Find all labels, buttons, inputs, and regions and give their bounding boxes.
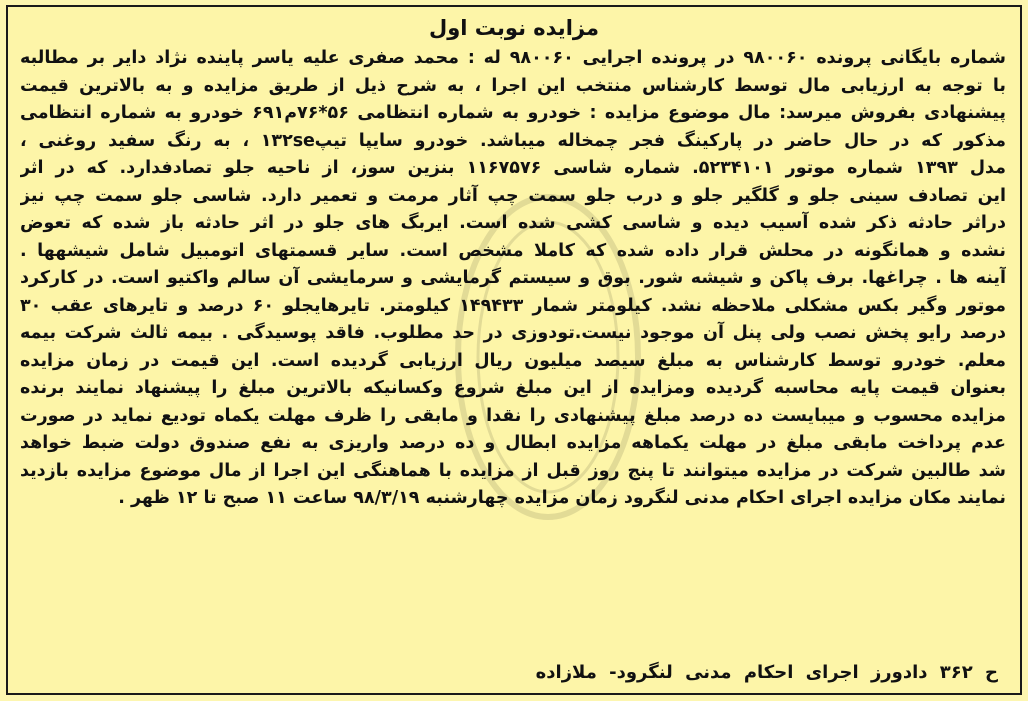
notice-line: درصد رایو پخش نصب ولی پنل آن موجود نیست.تودوزی در حد مطلوب. فاقد پوسیدگی . بیمه ثالث شرکت بیمه [20,323,1006,343]
notice-line: نشده و همانگونه در محلش قرار داده شده که کاملا مشخص است. سایر قسمتهای اتومبیل شامل شیشهها . [20,240,1006,261]
notice-line: موتور وگیر بکس مشکلی ملاحظه نشد. کیلومتر شمار ۱۴۹۴۳۳ کیلومتر. تایرهایجلو ۶۰ درصد و تایرهای عقب ۳۰ [20,295,1006,316]
notice-line: آینه ها . چراغها. برف پاکن و شیشه شور. بوق و سیستم گرمایشی و سرمایشی آن سالم واکتیو است. در کارکرد [20,268,1006,288]
notice-line: مذکور که در حال حاضر در پارکینگ فجر چمخاله میباشد. خودرو سایپا تیپ۱۳۲se ، به رنگ سفید روغنی ، [20,130,1006,151]
notice-title: مزایده نوبت اول [429,16,599,40]
notice-line: با توجه به ارزیابی مال توسط کارشناس منتخب این اجرا ، به شرح ذیل از طریق مزایده و به بالاترین قیمت [20,75,1006,96]
notice-body [20,45,1006,513]
notice-line: مدل ۱۳۹۳ شماره موتور ۵۲۳۴۱۰۱. شماره شاسی ۱۱۶۷۵۷۶ بنزین سوز، از ناحیه جلو تصادفدارد. که در اثر [20,158,1006,178]
auction-notice [6,5,1022,695]
notice-line: دراثر حادثه ذکر شده آسیب دیده و شاسی کشی شده است. ایربگ های جلو در اثر حادثه باز شده که تعوض [20,213,1006,233]
notice-line: پیشنهادی بفروش میرسد: مال موضوع مزایده : خودرو به شماره انتظامی ۵۶*۷۶م۶۹۱ خودرو به شماره انتظامی [20,103,1006,123]
notice-signature: ح ۳۶۲ دادورز اجرای احکام مدنی لنگرود- ملازاده [535,662,998,683]
notice-line: معلم. خودرو توسط کارشناس به مبلغ سیصد میلیون ریال ارزیابی گردیده است. این قیمت در زمان مزایده [20,350,1006,371]
notice-line: نمایند مکان مزایده اجرای احکام مدنی لنگرود زمان مزایده چهارشنبه ۹۸/۳/۱۹ ساعت ۱۱ صبح تا ۱۲ ظهر . [118,488,1006,508]
notice-line: این تصادف سینی جلو و گلگیر جلو و درب جلو سمت چپ آثار مرمت و تعمیر دارد. شاسی جلو سمت چپ نیز [20,185,1006,206]
notice-line: عدم پرداخت مابقی مبلغ در مهلت یکماهه مزایده ابطال و ده درصد واریزی به نفع صندوق دولت ضبط خواهد [20,433,1006,453]
notice-line: شد طالبین شرکت در مزایده میتوانند تا پنج روز قبل از مزایده با هماهنگی این اجرا از مال موضوع مزایده بازدید [20,460,1006,481]
notice-line: مزایده محسوب و میبایست ده درصد مبلغ پیشنهادی را نقدا و مابقی را ظرف مهلت یکماه تودیع نماید در صورت [20,405,1006,426]
notice-line: بعنوان قیمت پایه محاسبه گردیده ومزایده از این مبلغ شروع وکسانیکه بالاترین مبلغ را پیشنهاد نمایند برنده [20,378,1006,398]
notice-line: شماره بایگانی پرونده ۹۸۰۰۶۰ در پرونده اجرایی ۹۸۰۰۶۰ له : محمد صفری علیه یاسر پاینده نژاد دایر بر مطالبه [20,48,1006,68]
